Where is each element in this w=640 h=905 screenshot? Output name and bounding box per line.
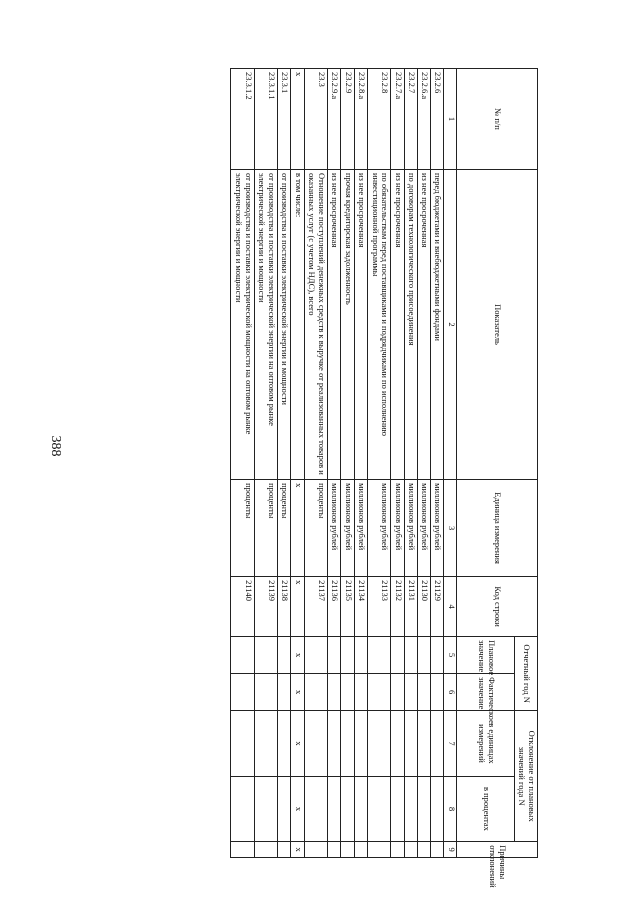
row-planned <box>231 637 255 674</box>
index-cell: 5 <box>444 637 457 674</box>
row-actual <box>431 674 444 711</box>
row-dev-units <box>304 711 327 776</box>
row-dev-percent <box>254 776 277 841</box>
index-cell: 4 <box>444 577 457 637</box>
row-unit: миллионов рублей <box>404 480 417 577</box>
header-reasons: Причины отклонений <box>457 842 538 858</box>
table-row <box>328 69 341 858</box>
row-reasons <box>404 842 417 858</box>
index-cell: 7 <box>444 711 457 776</box>
table-row <box>354 69 367 858</box>
row-actual <box>391 674 404 711</box>
row-planned <box>304 637 327 674</box>
row-number: 23.3 <box>304 69 327 170</box>
row-unit: миллионов рублей <box>431 480 444 577</box>
row-dev-percent <box>231 776 255 841</box>
row-dev-percent <box>367 776 390 841</box>
row-indicator: от производства и поставки электрической мощности на оптовом рынке электрической энергии и мощности <box>231 169 255 479</box>
row-dev-units: x <box>291 711 304 776</box>
index-cell: 3 <box>444 480 457 577</box>
row-dev-units <box>417 711 430 776</box>
table-row <box>278 69 291 858</box>
rotated-table-wrapper <box>230 68 538 888</box>
row-dev-units <box>231 711 255 776</box>
row-number: 23.2.9.а <box>328 69 341 170</box>
row-number: 23.2.6 <box>431 69 444 170</box>
row-number: 23.2.7.а <box>391 69 404 170</box>
row-code: 21134 <box>354 577 367 637</box>
row-reasons <box>278 842 291 858</box>
header-actual: Фактическое значение <box>457 674 515 711</box>
row-planned: x <box>291 637 304 674</box>
row-reasons <box>231 842 255 858</box>
table-row <box>254 69 277 858</box>
table-row <box>304 69 327 858</box>
row-dev-percent <box>341 776 354 841</box>
row-code: 21129 <box>431 577 444 637</box>
row-actual: x <box>291 674 304 711</box>
row-reasons: x <box>291 842 304 858</box>
column-index-row <box>444 69 457 858</box>
row-planned <box>391 637 404 674</box>
row-indicator: перед бюджетами и внебюджетными фондами <box>431 169 444 479</box>
row-planned <box>404 637 417 674</box>
table-row <box>291 69 304 858</box>
row-unit: миллионов рублей <box>417 480 430 577</box>
row-code: 21133 <box>367 577 390 637</box>
row-dev-units <box>328 711 341 776</box>
row-unit: миллионов рублей <box>341 480 354 577</box>
row-code: 21140 <box>231 577 255 637</box>
index-cell: 9 <box>444 842 457 858</box>
row-dev-percent: x <box>291 776 304 841</box>
row-reasons <box>354 842 367 858</box>
index-cell: 8 <box>444 776 457 841</box>
row-unit: x <box>291 480 304 577</box>
row-actual <box>367 674 390 711</box>
table-row <box>231 69 255 858</box>
header-unit: Единица измерения <box>457 480 538 577</box>
row-actual <box>354 674 367 711</box>
header-report-year: Отчетный год N <box>515 637 538 711</box>
index-cell: 6 <box>444 674 457 711</box>
table-row <box>431 69 444 858</box>
row-actual <box>341 674 354 711</box>
row-reasons <box>341 842 354 858</box>
row-unit: миллионов рублей <box>391 480 404 577</box>
row-number: 23.3.1.2 <box>231 69 255 170</box>
row-planned <box>341 637 354 674</box>
row-indicator: Отношение поступлений денежных средств к выручке от реализованных товаров и оказанных услуг (с учетом НДС), всего <box>304 169 327 479</box>
row-actual <box>278 674 291 711</box>
row-code: 21132 <box>391 577 404 637</box>
table-row <box>417 69 430 858</box>
row-code: 21131 <box>404 577 417 637</box>
index-cell: 1 <box>444 69 457 170</box>
row-unit: миллионов рублей <box>354 480 367 577</box>
row-code: 21130 <box>417 577 430 637</box>
row-indicator: из нее просроченная <box>417 169 430 479</box>
row-actual <box>417 674 430 711</box>
header-num: № п/п <box>457 69 538 170</box>
header-deviation: Отклонение от плановых значений года N <box>515 711 538 842</box>
row-planned <box>254 637 277 674</box>
header-indicator: Показатель <box>457 169 538 479</box>
row-number: 23.2.8 <box>367 69 390 170</box>
row-dev-percent <box>278 776 291 841</box>
row-reasons <box>367 842 390 858</box>
row-unit: миллионов рублей <box>367 480 390 577</box>
row-unit: проценты <box>254 480 277 577</box>
row-reasons <box>417 842 430 858</box>
row-indicator: по обязательствам перед поставщиками и подрядчиками по исполнению инвестиционной программы <box>367 169 390 479</box>
table-row <box>391 69 404 858</box>
row-dev-percent <box>391 776 404 841</box>
row-code: 21137 <box>304 577 327 637</box>
row-reasons <box>328 842 341 858</box>
table-row <box>341 69 354 858</box>
row-reasons <box>431 842 444 858</box>
row-dev-percent <box>431 776 444 841</box>
row-indicator: от производства и поставки электрической энергии и мощности <box>278 169 291 479</box>
row-code: x <box>291 577 304 637</box>
row-actual <box>404 674 417 711</box>
header-planned: Плановое значение <box>457 637 515 674</box>
row-dev-units <box>354 711 367 776</box>
row-unit: миллионов рублей <box>328 480 341 577</box>
row-code: 21138 <box>278 577 291 637</box>
index-cell: 2 <box>444 169 457 479</box>
row-indicator: прочая кредиторская задолженность <box>341 169 354 479</box>
header-code: Код строки <box>457 577 538 637</box>
row-code: 21135 <box>341 577 354 637</box>
row-code: 21139 <box>254 577 277 637</box>
row-actual <box>254 674 277 711</box>
row-unit: проценты <box>278 480 291 577</box>
row-dev-percent <box>404 776 417 841</box>
header-row-1 <box>515 69 538 858</box>
indicators-table <box>230 68 538 888</box>
row-dev-units <box>341 711 354 776</box>
header-dev-percent: в процентах <box>457 776 515 841</box>
row-code: 21136 <box>328 577 341 637</box>
row-indicator: по договорам технологического присоединения <box>404 169 417 479</box>
row-dev-percent <box>417 776 430 841</box>
row-indicator: из нее просроченная <box>354 169 367 479</box>
row-indicator: от производства и поставки электрической энергии на оптовом рынке электрической энергии и мощности <box>254 169 277 479</box>
row-dev-percent <box>354 776 367 841</box>
row-reasons <box>391 842 404 858</box>
row-number: 23.3.1.1 <box>254 69 277 170</box>
row-indicator: в том числе: <box>291 169 304 479</box>
table-row <box>367 69 390 858</box>
row-number: 23.2.8.а <box>354 69 367 170</box>
row-dev-percent <box>328 776 341 841</box>
row-dev-units <box>278 711 291 776</box>
row-planned <box>417 637 430 674</box>
row-indicator: из нее просроченная <box>328 169 341 479</box>
row-actual <box>328 674 341 711</box>
row-unit: проценты <box>231 480 255 577</box>
row-number: 23.2.7 <box>404 69 417 170</box>
row-dev-percent <box>304 776 327 841</box>
row-number: 23.3.1 <box>278 69 291 170</box>
row-planned <box>354 637 367 674</box>
table-row <box>404 69 417 858</box>
row-dev-units <box>391 711 404 776</box>
row-number: x <box>291 69 304 170</box>
row-actual <box>231 674 255 711</box>
row-planned <box>278 637 291 674</box>
row-planned <box>328 637 341 674</box>
row-number: 23.2.6.а <box>417 69 430 170</box>
header-dev-units: в единицах измерений <box>457 711 515 776</box>
row-dev-units <box>254 711 277 776</box>
page-number: 388 <box>48 435 63 457</box>
row-dev-units <box>404 711 417 776</box>
row-planned <box>367 637 390 674</box>
row-reasons <box>254 842 277 858</box>
row-dev-units <box>431 711 444 776</box>
row-reasons <box>304 842 327 858</box>
row-indicator: из нее просроченная <box>391 169 404 479</box>
row-planned <box>431 637 444 674</box>
row-number: 23.2.9 <box>341 69 354 170</box>
row-unit: проценты <box>304 480 327 577</box>
row-dev-units <box>367 711 390 776</box>
row-actual <box>304 674 327 711</box>
